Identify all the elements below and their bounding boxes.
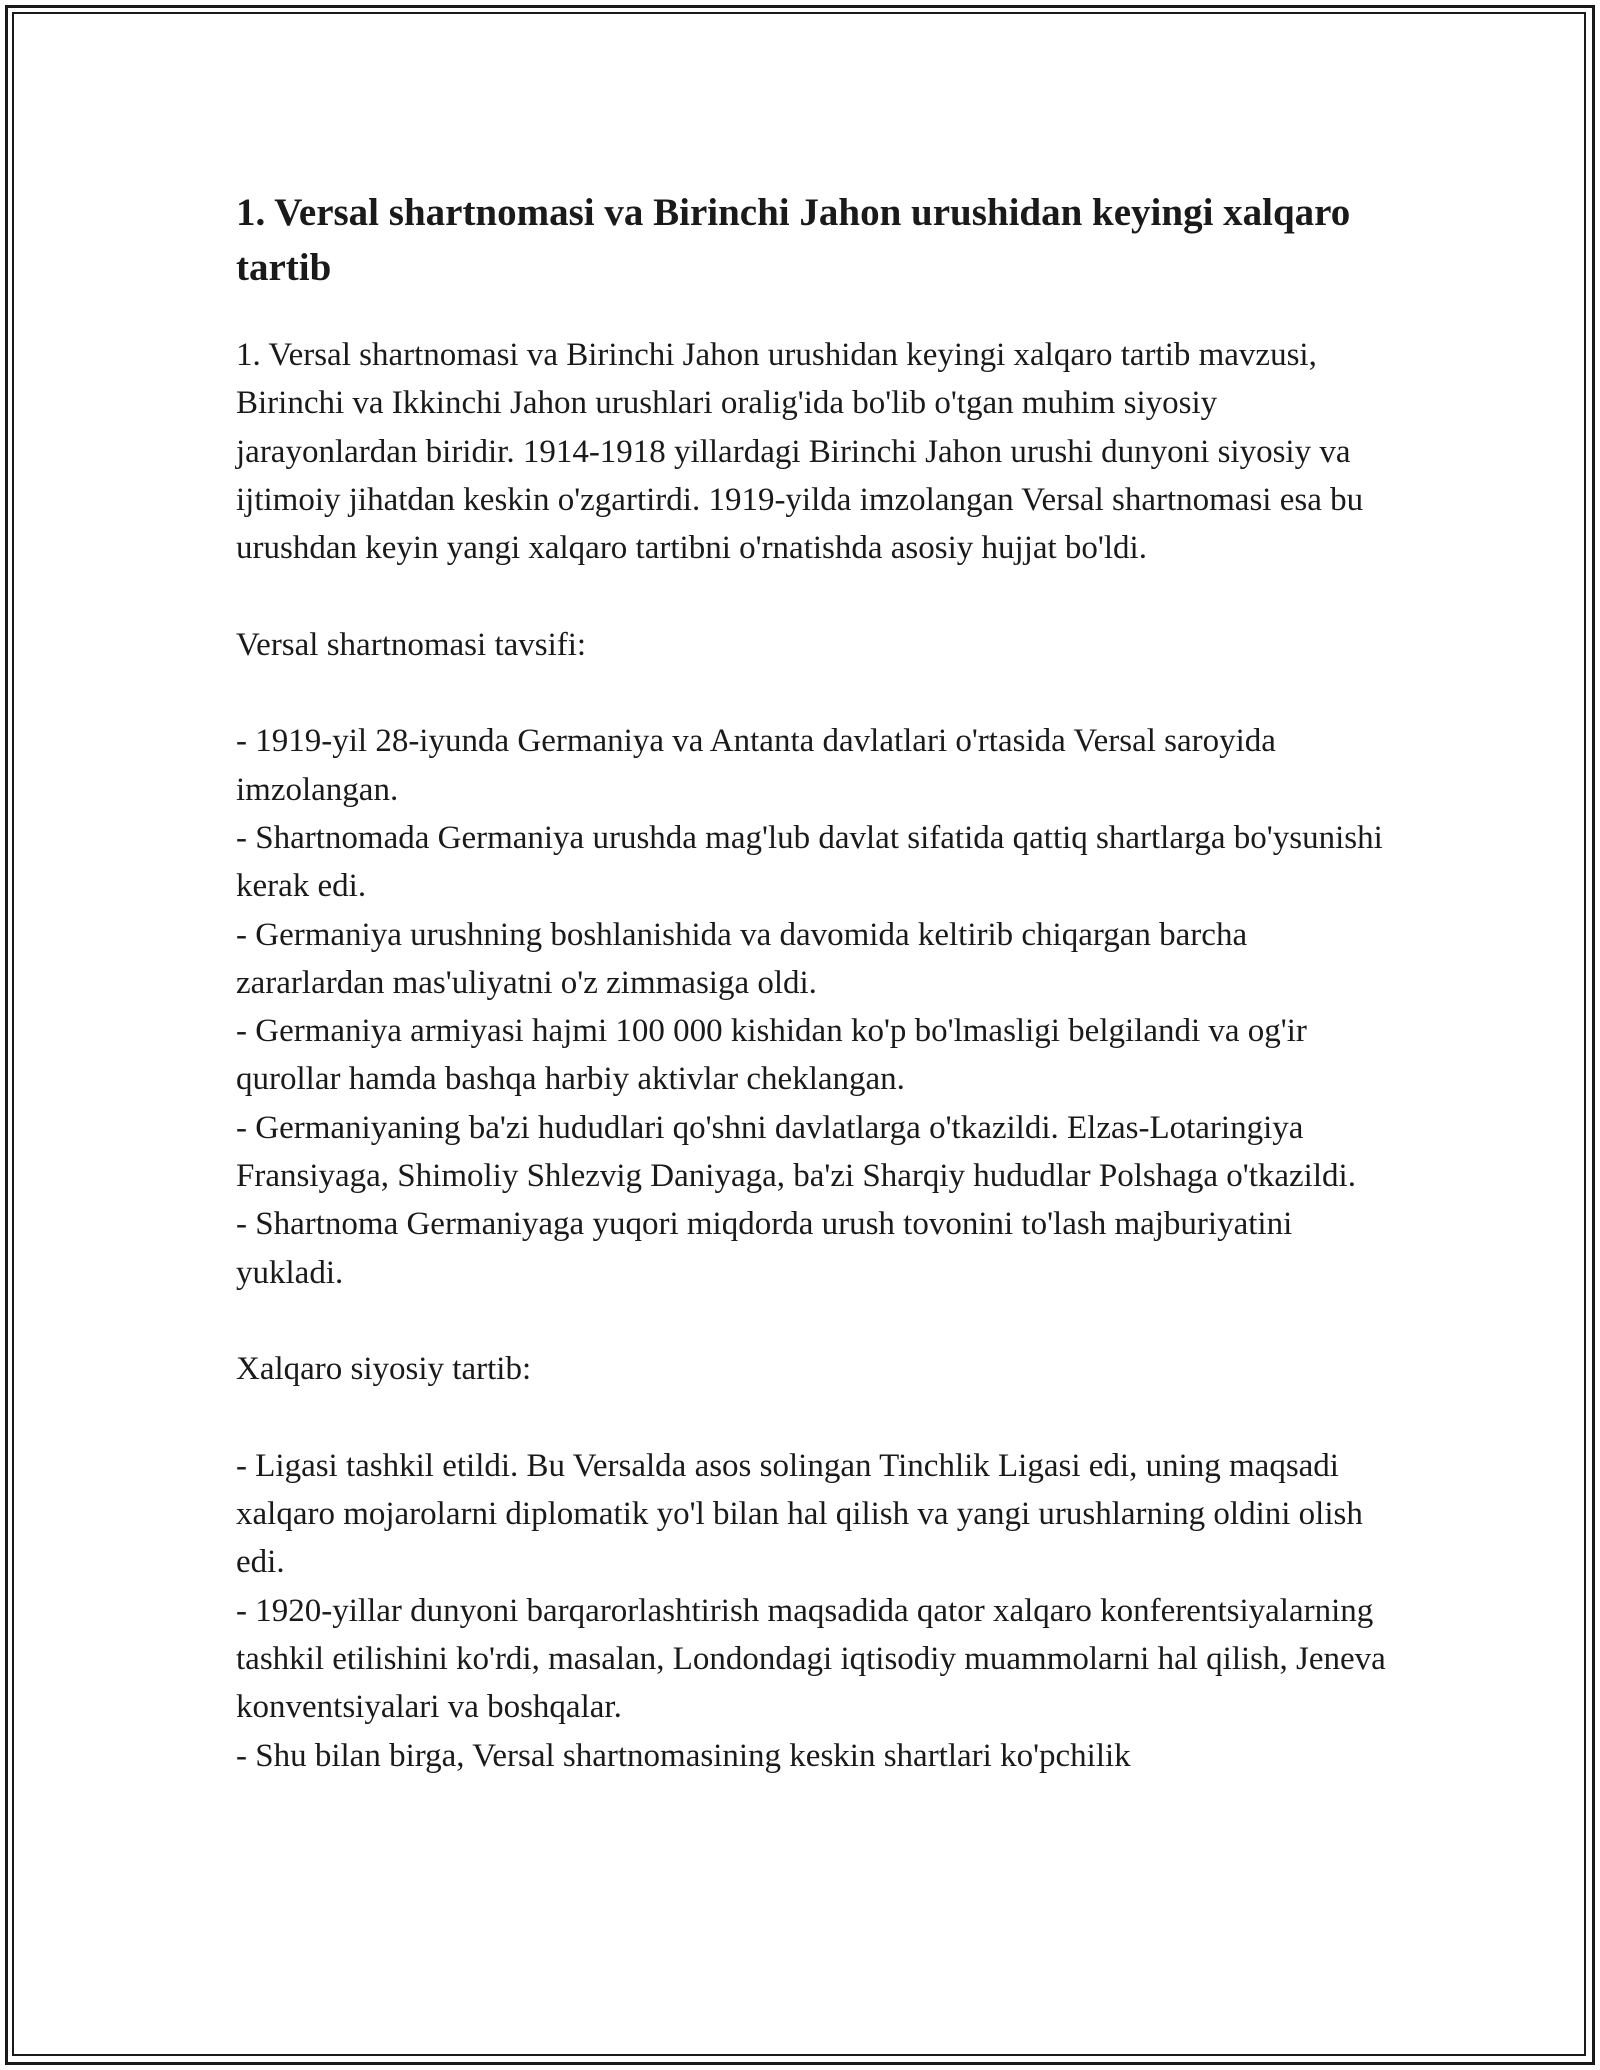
section-heading-treaty: Versal shartnomasi tavsifi: <box>236 626 587 663</box>
list-item: - Germaniya urushning boshlanishida va davomida keltirib chiqargan barcha zararlardan mas'uliyatni o'z zimmasiga oldi. <box>236 916 1248 1001</box>
intro-paragraph: 1. Versal shartnomasi va Birinchi Jahon urushidan keyingi xalqaro tartib mavzusi, Birinchi va Ikkinchi Jahon urushlari oralig'ida bo'lib o'tgan muhim siyosiy jarayonlardan biridir. 1914-1918 yillardagi Birinchi Jahon urushi dunyoni siyosiy va ijtimoiy jihatdan keskin o'zgartirdi. 1919-yilda imzolangan Versal shartnomasi esa bu urushdan keyin yangi xalqaro tartibni o'rnatishda asosiy hujjat bo'ldi. <box>236 337 1364 567</box>
list-item: - Shu bilan birga, Versal shartnomasining keskin shartlari ko'pchilik <box>236 1737 1131 1774</box>
document-body <box>236 331 1386 1780</box>
international-order-points-list <box>236 1442 1386 1780</box>
section-heading-international-order: Xalqaro siyosiy tartib: <box>236 1351 532 1388</box>
list-item: - Germaniyaning ba'zi hududlari qo'shni davlatlarga o'tkazildi. Elzas-Lotaringiya Fransiyaga, Shimoliy Shlezvig Daniyaga, ba'zi Sharqiy hududlar Polshaga o'tkazildi. <box>236 1109 1356 1195</box>
list-item: - 1920-yillar dunyoni barqarorlashtirish maqsadida qator xalqaro konferentsiyalarning tashkil etilishini ko'rdi, masalan, Londondagi iqtisodiy muammolarni hal qilish, Jeneva konventsiyalari va boshqalar. <box>236 1592 1386 1726</box>
list-item: - Shartnomada Germaniya urushda mag'lub davlat sifatida qattiq shartlarga bo'ysunishi kerak edi. <box>236 819 1383 905</box>
list-item: - 1919-yil 28-iyunda Germaniya va Antanta davlatlari o'rtasida Versal saroyida imzolangan. <box>236 723 1276 808</box>
treaty-points-list <box>236 717 1386 1297</box>
list-item: - Ligasi tashkil etildi. Bu Versalda asos solingan Tinchlik Ligasi edi, uning maqsadi xalqaro mojarolarni diplomatik yo'l bilan hal qilish va yangi urushlarning oldini olish edi. <box>236 1447 1363 1581</box>
list-item: - Shartnoma Germaniyaga yuqori miqdorda urush tovonini to'lash majburiyatini yukladi. <box>236 1206 1293 1291</box>
document-title: 1. Versal shartnomasi va Birinchi Jahon urushidan keyingi xalqaro tartib <box>236 191 1351 289</box>
list-item: - Germaniya armiyasi hajmi 100 000 kishidan ko'p bo'lmasligi belgilandi va og'ir qurollar hamda bashqa harbiy aktivlar cheklangan. <box>236 1013 1307 1098</box>
document-content <box>236 185 1386 1780</box>
